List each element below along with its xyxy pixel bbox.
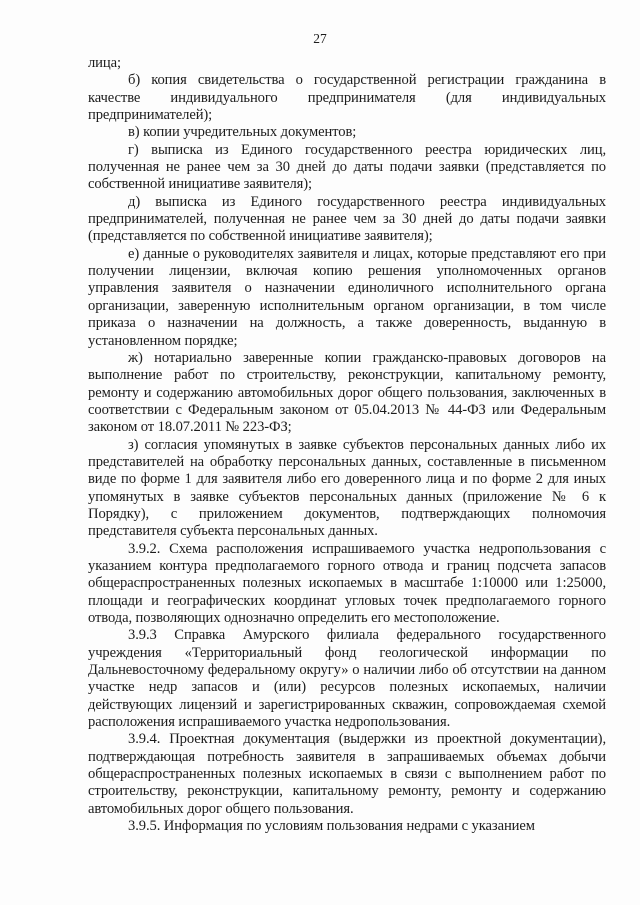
paragraph-item-v: в) копии учредительных документов; xyxy=(128,124,357,141)
paragraph-item-e: е) данные о руководителях заявителя и лицах, которые представляют его при получении лицензии, включая копию решения уполномоченных органов управления заявителя о назначении единоличного исполнительного органа организации, заверенную исполнительным органом организации, в том числе приказа о назначении на должность, а также доверенность, выданную в установленном порядке; xyxy=(88,245,606,349)
paragraph-3-9-4: 3.9.4. Проектная документация (выдержки из проектной документации), подтверждающая потребность заявителя в запрашиваемых объемах добычи общераспространенных полезных ископаемых в связи с выполнением работ по строительству, реконструкции, капитальному ремонту, ремонту и содержанию автомобильных дорог общего пользования. xyxy=(88,731,606,817)
paragraph-continuation: лица; xyxy=(88,55,121,71)
paragraph-item-zh: ж) нотариально заверенные копии гражданско-правовых договоров на выполнение работ по строительству, реконструкции, капитальному ремонту, ремонту и содержанию автомобильных дорог общего пользования, заключенных в соответствии с Федеральным законом от 05.04.2013 № 44-ФЗ или Федеральным законом от 18.07.2011 № 223-ФЗ; xyxy=(88,349,606,436)
paragraph-item-z: з) согласия упомянутых в заявке субъектов персональных данных либо их представителей на обработку персональных данных, составленные в письменном виде по форме 1 для заявителя либо его доверенного лица и по форме 2 для иных упомянутых в заявке субъектов персональных данных (приложение № 6 к Порядку), с приложением документов, подтверждающих полномочия представителя субъекта персональных данных. xyxy=(88,436,606,540)
page-number: 27 xyxy=(313,31,327,46)
paragraph-item-g: г) выписка из Единого государственного реестра юридических лиц, полученная не ранее чем за 30 дней до даты подачи заявки (представляется по собственной инициативе заявителя); xyxy=(88,141,606,193)
paragraph-item-d: д) выписка из Единого государственного реестра индивидуальных предпринимателей, полученная не ранее чем за 30 дней до даты подачи заявки (представляется по собственной инициативе заявителя); xyxy=(88,193,606,245)
paragraph-item-b: б) копия свидетельства о государственной регистрации гражданина в качестве индивидуального предпринимателя (для индивидуальных предпринимателей); xyxy=(88,72,606,124)
paragraph-3-9-5: 3.9.5. Информация по условиям пользования недрами с указанием xyxy=(128,818,535,835)
paragraph-3-9-3: 3.9.3 Справка Амурского филиала федерального государственного учреждения «Территориальный фонд геологической информации по Дальневосточному федеральному округу» о наличии либо об отсутствии на данном участке недр запасов и (или) ресурсов полезных ископаемых, наличии действующих лицензий и зарегистрированных скважин, сопровождаемая схемой расположения испрашиваемого участка недропользования. xyxy=(88,627,606,731)
paragraph-3-9-2: 3.9.2. Схема расположения испрашиваемого участка недропользования с указанием контура предполагаемого горного отвода и границ подсчета запасов общераспространенных полезных ископаемых в масштабе 1:10000 или 1:25000, площади и географических координат угловых точек предполагаемого горного отвода, позволяющих однозначно определить его местоположение. xyxy=(88,540,606,626)
document-body xyxy=(88,55,606,835)
